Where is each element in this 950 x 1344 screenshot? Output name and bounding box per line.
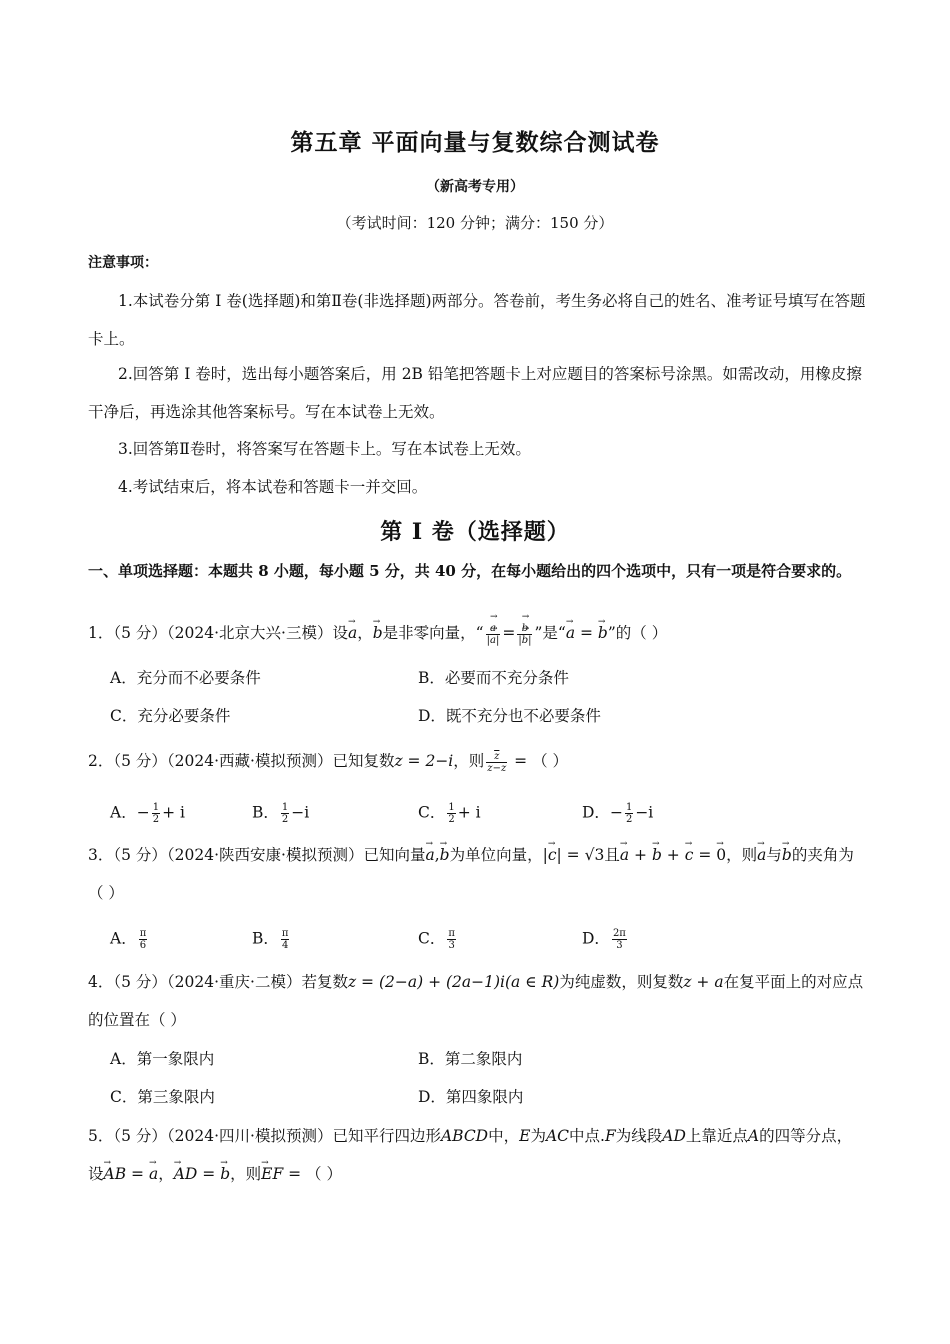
q4-option-a[interactable]: A．第一象限内	[110, 1050, 215, 1068]
q2-option-b[interactable]: B． $\frac{1}{2}$ −i	[252, 802, 310, 825]
q4-option-d[interactable]: D．第四象限内	[418, 1088, 524, 1106]
q5-text: 为	[530, 1127, 546, 1145]
q1-option-d[interactable]: D．既不充分也不必要条件	[418, 707, 601, 725]
note-1: 1.本试卷分第 I 卷(选择题)和第Ⅱ卷(非选择题)两部分。答卷前，考生务必将自己的姓名、准考证号填写在答题卡上。	[88, 292, 866, 348]
question-3: 3．（5 分）（2024·陕西安康·模拟预测）已知向量→ a,→ b为单位向量，|→ c| = √3且→ a + → b + → c = → 0，则→ a与→ b的夹角为（ ）	[88, 836, 866, 912]
q3-option-c[interactable]: C． $\frac{\pi}{3}$	[418, 928, 455, 951]
q5-text: 的四等分点，设	[88, 1127, 853, 1183]
question-1: 1．（5 分）（2024·北京大兴·三模）设→ a，→ b是非零向量，“ → $\frac{a}{|\to a|}$ = → $\frac{b}{|\to b|}$ ”是“→ a = → b”的（ ）	[88, 614, 866, 652]
fraction-zbar: $\frac{\overline{z}}{z-\overline{z}}$	[487, 750, 507, 774]
q1-text: ”的（ ）	[607, 624, 668, 642]
q3-text: 且	[604, 846, 620, 864]
section-title: 第 I 卷（选择题）	[380, 519, 570, 545]
q5-text: 中，	[488, 1127, 520, 1145]
q2-option-d[interactable]: D．− $\frac{1}{2}$ −i	[582, 802, 654, 825]
q4-option-b[interactable]: B．第二象限内	[418, 1050, 523, 1068]
q3-text: 的夹角为（ ）	[88, 846, 854, 902]
q1-text: ”是“	[534, 624, 566, 642]
q1-text: ，	[357, 624, 373, 642]
part-heading: 一、单项选择题：本题共 8 小题，每小题 5 分，共 40 分，在每小题给出的四个选项中，只有一项是符合要求的。	[88, 562, 852, 580]
q5-text: = （ ）	[283, 1165, 342, 1183]
exam-info: （考试时间：120 分钟；满分：150 分）	[336, 214, 614, 232]
note-4: 4.考试结束后，将本试卷和答题卡一并交回。	[118, 478, 428, 496]
page-subtitle: （新高考专用）	[426, 179, 524, 195]
q4-equation-2: z + a	[683, 973, 724, 991]
q2-equation: z = 2−i	[394, 752, 454, 770]
q5-point-f: F	[604, 1127, 616, 1145]
q1-option-a[interactable]: A．充分而不必要条件	[110, 669, 261, 687]
q5-ac: AC	[545, 1127, 570, 1145]
q4-text: 为纯虚数，则复数	[559, 973, 684, 991]
q2-text: ，则	[453, 752, 485, 770]
vector-b: → b	[373, 614, 383, 652]
q5-text: ，	[158, 1165, 174, 1183]
q3-text: 为单位向量，	[449, 846, 543, 864]
fraction-a-norm: → $\frac{a}{|\to a|}$	[486, 623, 501, 646]
q5-point-e: E	[519, 1127, 531, 1145]
q3-text: 与	[766, 846, 782, 864]
q4-option-c[interactable]: C．第三象限内	[110, 1088, 215, 1106]
q3-option-d[interactable]: D． $\frac{2\pi}{3}$	[582, 928, 626, 951]
q2-option-c[interactable]: C． $\frac{1}{2}$ + i	[418, 802, 481, 825]
q1-text: 是非零向量，“	[382, 624, 484, 642]
question-5: 5．（5 分）（2024·四川·模拟预测）已知平行四边形ABCD中，E为AC中点.F为线段AD上靠近点A的四等分点，设→ AB = → a，→ AD = → b，则→ EF = （ ）	[88, 1117, 866, 1193]
q3-text: ，则	[726, 846, 758, 864]
q3-prefix: 3．（5 分）（2024·陕西安康·模拟预测）已知向量	[88, 846, 426, 864]
q5-ad: AD	[662, 1127, 686, 1145]
q5-point-a: A	[747, 1127, 760, 1145]
q5-text: 中点.	[569, 1127, 605, 1145]
q3-option-a[interactable]: A． $\frac{\pi}{6}$	[110, 928, 147, 951]
q2-option-a[interactable]: A．− $\frac{1}{2}$ + i	[110, 802, 185, 825]
q1-option-b[interactable]: B．必要而不充分条件	[418, 669, 569, 687]
q5-text: ，则	[230, 1165, 262, 1183]
page-title: 第五章 平面向量与复数综合测试卷	[290, 129, 660, 156]
question-2	[88, 742, 866, 780]
q3-option-b[interactable]: B． $\frac{\pi}{4}$	[252, 928, 289, 951]
q4-text: 在复平面上的对应点的位置在（ ）	[88, 973, 864, 1029]
q5-prefix: 5．（5 分）（2024·四川·模拟预测）已知平行四边形	[88, 1127, 441, 1145]
note-3: 3.回答第Ⅱ卷时，将答案写在答题卡上。写在本试卷上无效。	[118, 440, 531, 458]
q2-text: = （ ）	[509, 752, 569, 770]
q2-prefix: 2．（5 分）（2024·西藏·模拟预测）已知复数	[88, 752, 395, 770]
fraction-b-norm: → $\frac{b}{|\to b|}$	[517, 623, 532, 646]
q5-text: 上靠近点	[685, 1127, 748, 1145]
q1-prefix: 1．（5 分）（2024·北京大兴·三模）设	[88, 624, 348, 642]
q5-text: 为线段	[615, 1127, 663, 1145]
note-2: 2.回答第 I 卷时，选出每小题答案后，用 2B 铅笔把答题卡上对应题目的答案标号涂黑。如需改动，用橡皮擦干净后，再选涂其他答案标号。写在本试卷上无效。	[88, 365, 862, 421]
notes-heading: 注意事项：	[88, 255, 158, 271]
question-4	[88, 963, 866, 1039]
q5-abcd: ABCD	[440, 1127, 489, 1145]
vector-a: → a	[348, 614, 357, 652]
q1-option-c[interactable]: C．充分必要条件	[110, 707, 231, 725]
q4-prefix: 4．（5 分）（2024·重庆·二模）若复数	[88, 973, 348, 991]
q4-equation: z = (2−a) + (2a−1)i(a ∈ R)	[347, 973, 560, 991]
